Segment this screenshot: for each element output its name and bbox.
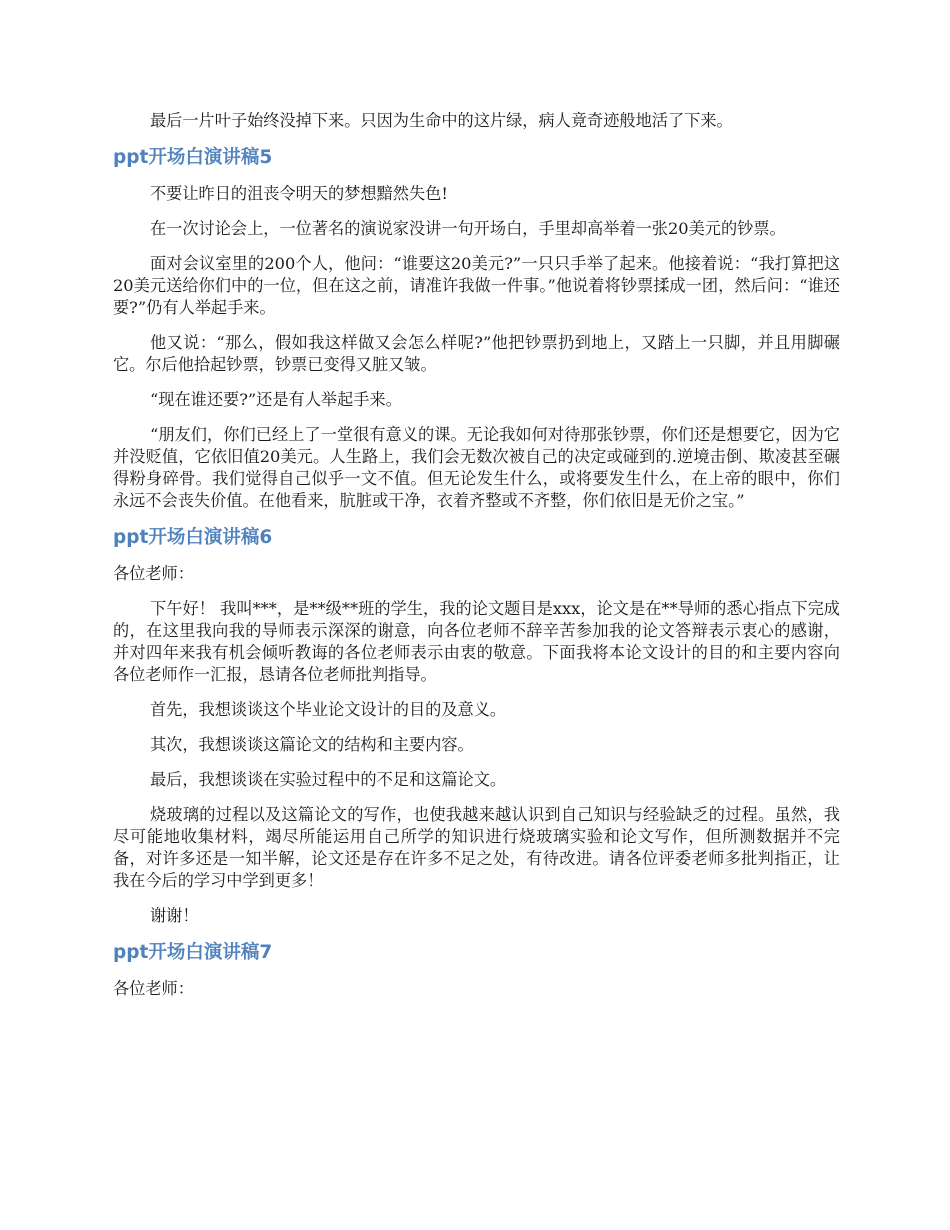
section-heading: ppt开场白演讲稿6 bbox=[113, 527, 273, 548]
paragraph: 在一次讨论会上，一位著名的演说家没讲一句开场白，手里却高举着一张20美元的钞票。 bbox=[150, 219, 786, 238]
paragraph: 其次，我想谈谈这篇论文的结构和主要内容。 bbox=[150, 735, 474, 754]
paragraph: 最后，我想谈谈在实验过程中的不足和这篇论文。 bbox=[150, 770, 507, 789]
document-page bbox=[113, 110, 840, 1013]
paragraph: 谢谢！ bbox=[150, 906, 199, 925]
paragraph: 下午好！ 我叫***，是**级**班的学生，我的论文题目是xxx，论文是在**导师的悉心指点下完成的，在这里我向我的导师表示深深的谢意，向各位老师不辞辛苦参加我的论文答辩表示衷心的感谢，并对四年来我有机会倾听教诲的各位老师表示由衷的敬意。下面我将本论文设计的目的和主要内容向各位老师作一汇报，恳请各位老师批判指导。 bbox=[113, 599, 840, 684]
salutation: 各位老师： bbox=[113, 564, 194, 583]
paragraph: 烧玻璃的过程以及这篇论文的写作，也使我越来越认识到自己知识与经验缺乏的过程。虽然，我尽可能地收集材料，竭尽所能运用自己所学的知识进行烧玻璃实验和论文写作，但所测数据并不完备，对许多还是一知半解，论文还是存在许多不足之处，有待改进。请各位评委老师多批判指正，让我在今后的学习中学到更多！ bbox=[113, 805, 840, 890]
paragraph: 不要让昨日的沮丧令明天的梦想黯然失色! bbox=[150, 184, 448, 203]
paragraph: “现在谁还要?”还是有人举起手来。 bbox=[150, 390, 402, 409]
paragraph: “朋友们，你们已经上了一堂很有意义的课。无论我如何对待那张钞票，你们还是想要它，因为它并没贬值，它依旧值20美元。人生路上，我们会无数次被自己的决定或碰到的.逆境击倒、欺凌甚至碾得粉身碎骨。我们觉得自己似乎一文不值。但无论发生什么，或将要发生什么，在上帝的眼中，你们永远不会丧失价值。在他看来，肮脏或干净，衣着齐整或不齐整，你们依旧是无价之宝。” bbox=[113, 425, 840, 510]
paragraph: 面对会议室里的200个人，他问：“谁要这20美元?”一只只手举了起来。他接着说：“我打算把这20美元送给你们中的一位，但在这之前，请准许我做一件事。”他说着将钞票揉成一团，然后问：“谁还要?”仍有人举起手来。 bbox=[113, 254, 840, 317]
section-heading: ppt开场白演讲稿7 bbox=[113, 942, 273, 963]
paragraph: 他又说：“那么，假如我这样做又会怎么样呢?”他把钞票扔到地上，又踏上一只脚，并且用脚碾它。尔后他拾起钞票，钞票已变得又脏又皱。 bbox=[113, 333, 840, 374]
paragraph: 首先，我想谈谈这个毕业论文设计的目的及意义。 bbox=[150, 700, 507, 719]
salutation: 各位老师： bbox=[113, 979, 194, 998]
section-heading: ppt开场白演讲稿5 bbox=[113, 147, 273, 168]
paragraph: 最后一片叶子始终没掉下来。只因为生命中的这片绿，病人竟奇迹般地活了下来。 bbox=[150, 111, 733, 130]
